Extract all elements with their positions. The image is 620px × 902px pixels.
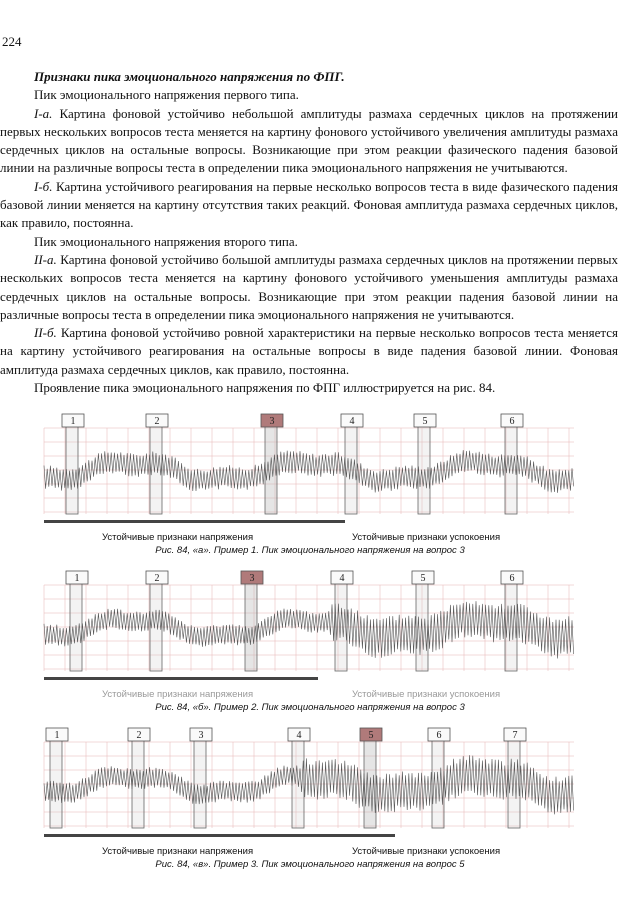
question-marker [194,738,206,828]
tension-bar [44,677,318,680]
paragraph: Проявление пика эмоционального напряжения по ФПГ иллюстрируется на рис. 84. [34,380,496,396]
question-label: 6 [509,416,515,427]
question-marker [335,581,347,671]
label-calm: Устойчивые признаки успокоения [352,846,501,857]
tension-bar [44,520,345,523]
paragraph: II-б. Картина фоновой устойчиво ровной характеристики на первые несколько вопросов теста меняется на картину устойчивого реагирования на остальные вопросы в виде падения базовой линии. Фоновая амплитуда размаха сердечных циклов, как правило, постоянна. [0,325,618,377]
label-tension: Устойчивые признаки напряжения [102,689,254,700]
question-label: 2 [154,416,160,427]
question-label: 7 [512,730,518,741]
question-label: 2 [154,573,160,584]
label-calm: Устойчивые признаки успокоения [352,689,501,700]
ppg-trace-c [0,724,620,844]
figure-84a [0,410,620,560]
paragraph: II-а. Картина фоновой устойчиво большой амплитуды размаха сердечных циклов на протяжении первых нескольких вопросов теста меняется на картину фонового устойчивого уменьшения амплитуды размаха сердечных циклов на остальные вопросы. Возникающие при этом реакции падения базовой линии на различные вопросы теста в определении пика эмоционального напряжения не учитываются. [0,251,618,322]
page-number: 224 [2,34,22,49]
question-label: 4 [349,416,355,427]
ppg-trace-a [0,410,620,530]
question-label: 1 [70,416,76,427]
question-label: 3 [249,573,255,584]
ppg-waveform [44,755,574,814]
question-label: 4 [296,730,302,741]
question-label: 5 [368,730,374,741]
question-label: 5 [420,573,426,584]
ppg-waveform [44,601,574,658]
question-label: 6 [436,730,442,741]
question-label: 6 [509,573,515,584]
label-tension: Устойчивые признаки напряжения [102,532,254,543]
grid [44,742,574,828]
label-calm: Устойчивые признаки успокоения [352,532,501,543]
question-marker [66,424,78,514]
question-label: 1 [54,730,60,741]
body-text [0,68,618,397]
paragraph: I-а. Картина фоновой устойчиво небольшой амплитуды размаха сердечных циклов на протяжении первых нескольких вопросов теста меняется на картину фонового устойчивого увеличения амплитуды размаха сердечных циклов на остальные вопросы. Возникающие при этом реакции фазического падения базовой линии на различные вопросы теста в определении пика эмоционального напряжения не учитываются. [0,105,618,176]
question-label: 1 [74,573,80,584]
label-tension: Устойчивые признаки напряжения [102,846,254,857]
figure-caption: Рис. 84, «б». Пример 2. Пик эмоционального напряжения на вопрос 3 [155,702,465,713]
paragraph: Пик эмоционального напряжения второго типа. [34,233,298,249]
figure-84c [0,724,620,874]
section-heading: Признаки пика эмоционального напряжения по ФПГ. [34,69,345,84]
ppg-trace-b [0,567,620,687]
grid [44,428,574,514]
question-label: 3 [198,730,204,741]
figure-caption: Рис. 84, «а». Пример 1. Пик эмоционального напряжения на вопрос 3 [155,545,465,556]
paragraph: Пик эмоционального напряжения первого типа. [34,87,299,103]
question-label: 3 [269,416,275,427]
ppg-waveform [44,450,574,493]
question-label: 4 [339,573,345,584]
tension-bar [44,834,395,837]
paragraph: I-б. Картина устойчивого реагирования на первые несколько вопросов теста в виде фазического падения базовой линии меняется на картину отсутствия таких реакций. Фоновая амплитуда размаха сердечных циклов, как правило, постоянна. [0,178,618,231]
figure-84b [0,567,620,717]
question-label: 5 [422,416,428,427]
figure-caption: Рис. 84, «в». Пример 3. Пик эмоционального напряжения на вопрос 5 [155,859,465,870]
question-label: 2 [136,730,142,741]
